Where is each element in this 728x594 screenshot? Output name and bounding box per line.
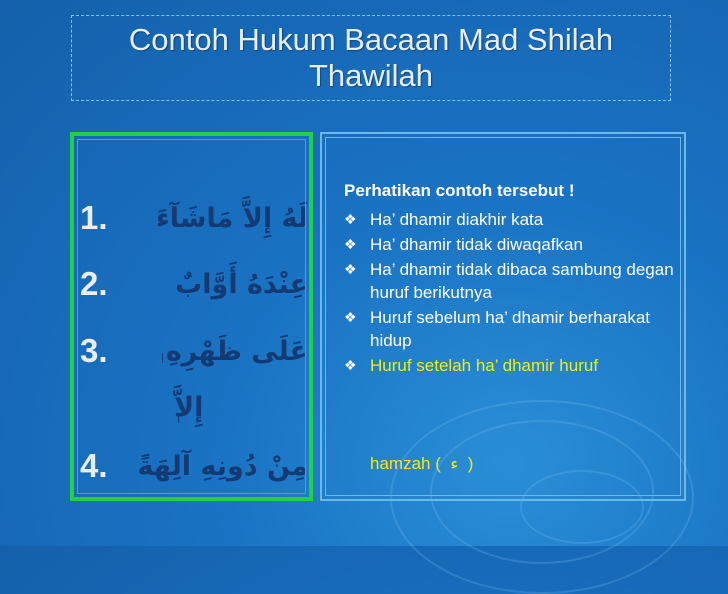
example-arabic-text: لَهُ إِلاَّ مَاشَآءَ bbox=[155, 202, 308, 234]
decorative-tick-mark bbox=[162, 353, 163, 363]
notes-bullet-text: Huruf sebelum ha’ dhamir berharakat hidup bbox=[370, 308, 651, 350]
example-row-3 bbox=[80, 321, 308, 381]
example-number: 2. bbox=[80, 265, 108, 302]
slide-title-line-1: Contoh Hukum Bacaan Mad Shilah bbox=[128, 22, 614, 57]
hamzah-character: ء bbox=[450, 454, 459, 474]
notes-bullet-text: Ha’ dhamir tidak diwaqafkan bbox=[370, 235, 583, 254]
notes-panel bbox=[320, 132, 686, 501]
example-number: 1. bbox=[80, 199, 108, 236]
notes-bullet-text: Ha’ dhamir tidak dibaca sambung degan huruf berikutnya bbox=[370, 260, 674, 302]
slide-title-box bbox=[71, 15, 671, 101]
hamzah-suffix: ) bbox=[467, 454, 474, 473]
diamond-bullet-icon: ❖ bbox=[344, 357, 357, 373]
notes-bullet bbox=[344, 306, 684, 352]
notes-heading: Perhatikan contoh tersebut ! bbox=[344, 181, 575, 200]
notes-bullet-highlighted bbox=[344, 354, 684, 377]
example-row-1 bbox=[80, 188, 308, 248]
example-arabic-continuation: إِلاَّ bbox=[174, 392, 204, 423]
notes-bullet-text: Ha’ dhamir diakhir kata bbox=[370, 210, 544, 229]
notes-bullet bbox=[344, 258, 684, 304]
diamond-bullet-icon: ❖ bbox=[344, 211, 357, 227]
examples-panel bbox=[70, 132, 313, 501]
notes-bullet bbox=[344, 208, 684, 231]
diamond-bullet-icon: ❖ bbox=[344, 261, 357, 277]
decorative-tick-mark bbox=[178, 413, 179, 423]
example-arabic-text: عَلَى ظَهْرِهِ bbox=[165, 335, 308, 367]
hamzah-prefix: hamzah ( bbox=[370, 454, 441, 473]
example-row-2 bbox=[80, 254, 308, 314]
example-arabic-text: عِنْدَهُ أَوَّابٌ bbox=[175, 268, 308, 300]
notes-bullet bbox=[344, 233, 684, 256]
notes-bullet-text: Huruf setelah ha’ dhamir huruf bbox=[370, 356, 599, 375]
example-arabic-text: مِنْ دُونِهِ آلِهَةً bbox=[137, 450, 308, 482]
diamond-bullet-icon: ❖ bbox=[344, 236, 357, 252]
notes-content bbox=[344, 180, 684, 379]
hamzah-line bbox=[370, 454, 473, 474]
example-row-4 bbox=[80, 436, 308, 496]
slide-title-line-2: Thawilah bbox=[308, 58, 434, 93]
example-number: 4. bbox=[80, 447, 108, 484]
example-number: 3. bbox=[80, 332, 108, 369]
diamond-bullet-icon: ❖ bbox=[344, 309, 357, 325]
